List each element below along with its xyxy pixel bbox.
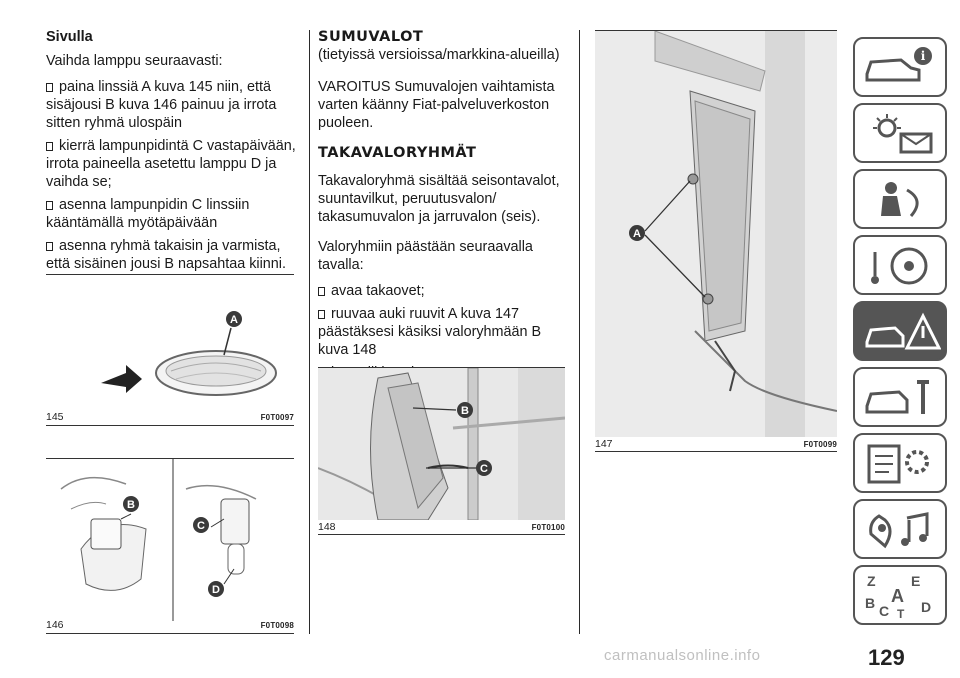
figure-number: 146	[46, 619, 64, 631]
figure-code: F0T0098	[260, 621, 294, 630]
starting-driving-icon	[861, 242, 941, 288]
step-item: avaa takaovet;	[318, 282, 568, 300]
figure-148	[318, 367, 565, 535]
sidebar-item-maintenance[interactable]	[853, 367, 947, 427]
middle-column	[318, 28, 568, 387]
warning-lights-icon	[861, 110, 941, 156]
section-title-takavaloryhmat: TAKAVALORYHMÄT	[318, 145, 477, 161]
figure-148-illustration	[318, 368, 565, 520]
sidebar-item-index[interactable]	[853, 565, 947, 625]
checkbox-bullet-icon	[46, 242, 53, 251]
intro-text: Vaihda lamppu seuraavasti:	[46, 53, 223, 69]
sidebar-item-technical-data[interactable]	[853, 433, 947, 493]
car-info-icon	[861, 44, 941, 90]
svg-text:B: B	[865, 595, 876, 611]
sidebar-item-car-info[interactable]	[853, 37, 947, 97]
column-divider-2	[579, 30, 580, 634]
section-title-sumuvalot: SUMUVALOT	[318, 29, 424, 45]
multimedia-icon	[861, 506, 941, 552]
svg-text:D: D	[212, 584, 220, 596]
svg-text:A: A	[633, 228, 641, 240]
section-subtitle: (tietyissä versioissa/markkina-alueilla)	[318, 47, 560, 63]
svg-text:E: E	[911, 573, 921, 589]
step-item: paina linssiä A kuva 145 niin, että sisäjousi B kuva 146 painuu ja irrota sitten ryhmä ulospäin	[46, 79, 277, 131]
svg-text:T: T	[897, 607, 905, 618]
step-item: asenna lampunpidin C linssiin kääntämällä myötäpäivään	[46, 197, 250, 231]
emergency-icon	[861, 308, 941, 354]
sidebar-item-emergency[interactable]	[853, 301, 947, 361]
checkbox-bullet-icon	[46, 201, 53, 210]
figure-number: 145	[46, 411, 64, 423]
figure-146	[46, 458, 294, 634]
section-text: Takavaloryhmä sisältää seisontavalot, suuntavilkut, peruutusvalon/ takasumuvalon ja jarruvalon (seis).	[318, 173, 560, 225]
index-icon	[861, 572, 941, 618]
step-item: kierrä lampunpidintä C vastapäivään, irrota paineella asetettu lamppu D ja vaihda se;	[46, 138, 296, 190]
figure-145	[46, 274, 294, 426]
safety-icon	[861, 176, 941, 222]
svg-text:B: B	[461, 405, 469, 417]
watermark: carmanualsonline.info	[604, 647, 761, 664]
svg-text:C: C	[879, 603, 890, 618]
sidebar-item-safety[interactable]	[853, 169, 947, 229]
figure-number: 147	[595, 438, 613, 450]
figure-145-illustration	[46, 275, 294, 425]
svg-text:A: A	[230, 314, 238, 326]
svg-text:C: C	[197, 520, 205, 532]
left-column	[46, 28, 296, 278]
checkbox-bullet-icon	[46, 83, 53, 92]
warning-text: VAROITUS Sumuvalojen vaihtamista varten käänny Fiat-palveluverkoston puoleen.	[318, 79, 555, 131]
svg-text:C: C	[480, 463, 488, 475]
figure-147-illustration	[595, 31, 837, 437]
section-heading-sivulla: Sivulla	[46, 29, 93, 45]
figure-number: 148	[318, 521, 336, 533]
figure-147	[595, 30, 837, 452]
checkbox-bullet-icon	[318, 287, 325, 296]
svg-text:A: A	[891, 586, 904, 606]
checkbox-bullet-icon	[46, 142, 53, 151]
technical-data-icon	[861, 440, 941, 486]
figure-code: F0T0100	[531, 523, 565, 532]
svg-text:i: i	[920, 49, 926, 63]
figure-146-illustration	[46, 459, 294, 633]
figure-code: F0T0097	[260, 413, 294, 422]
svg-text:D: D	[921, 599, 932, 615]
step-item: asenna ryhmä takaisin ja varmista, että sisäinen jousi B napsahtaa kiinni.	[46, 238, 286, 272]
checkbox-bullet-icon	[318, 310, 325, 319]
column-divider-1	[309, 30, 310, 634]
page-number: 129	[868, 645, 905, 670]
sidebar-item-multimedia[interactable]	[853, 499, 947, 559]
maintenance-icon	[861, 374, 941, 420]
sidebar-item-starting-driving[interactable]	[853, 235, 947, 295]
svg-text:B: B	[127, 499, 135, 511]
figure-code: F0T0099	[803, 440, 837, 449]
section-intro: Valoryhmiin päästään seuraavalla tavalla:	[318, 239, 533, 273]
sidebar-item-warning-lights[interactable]	[853, 103, 947, 163]
step-item: ruuvaa auki ruuvit A kuva 147 päästäksesi käsiksi valoryhmään B kuva 148	[318, 306, 542, 358]
svg-text:Z: Z	[867, 573, 876, 589]
